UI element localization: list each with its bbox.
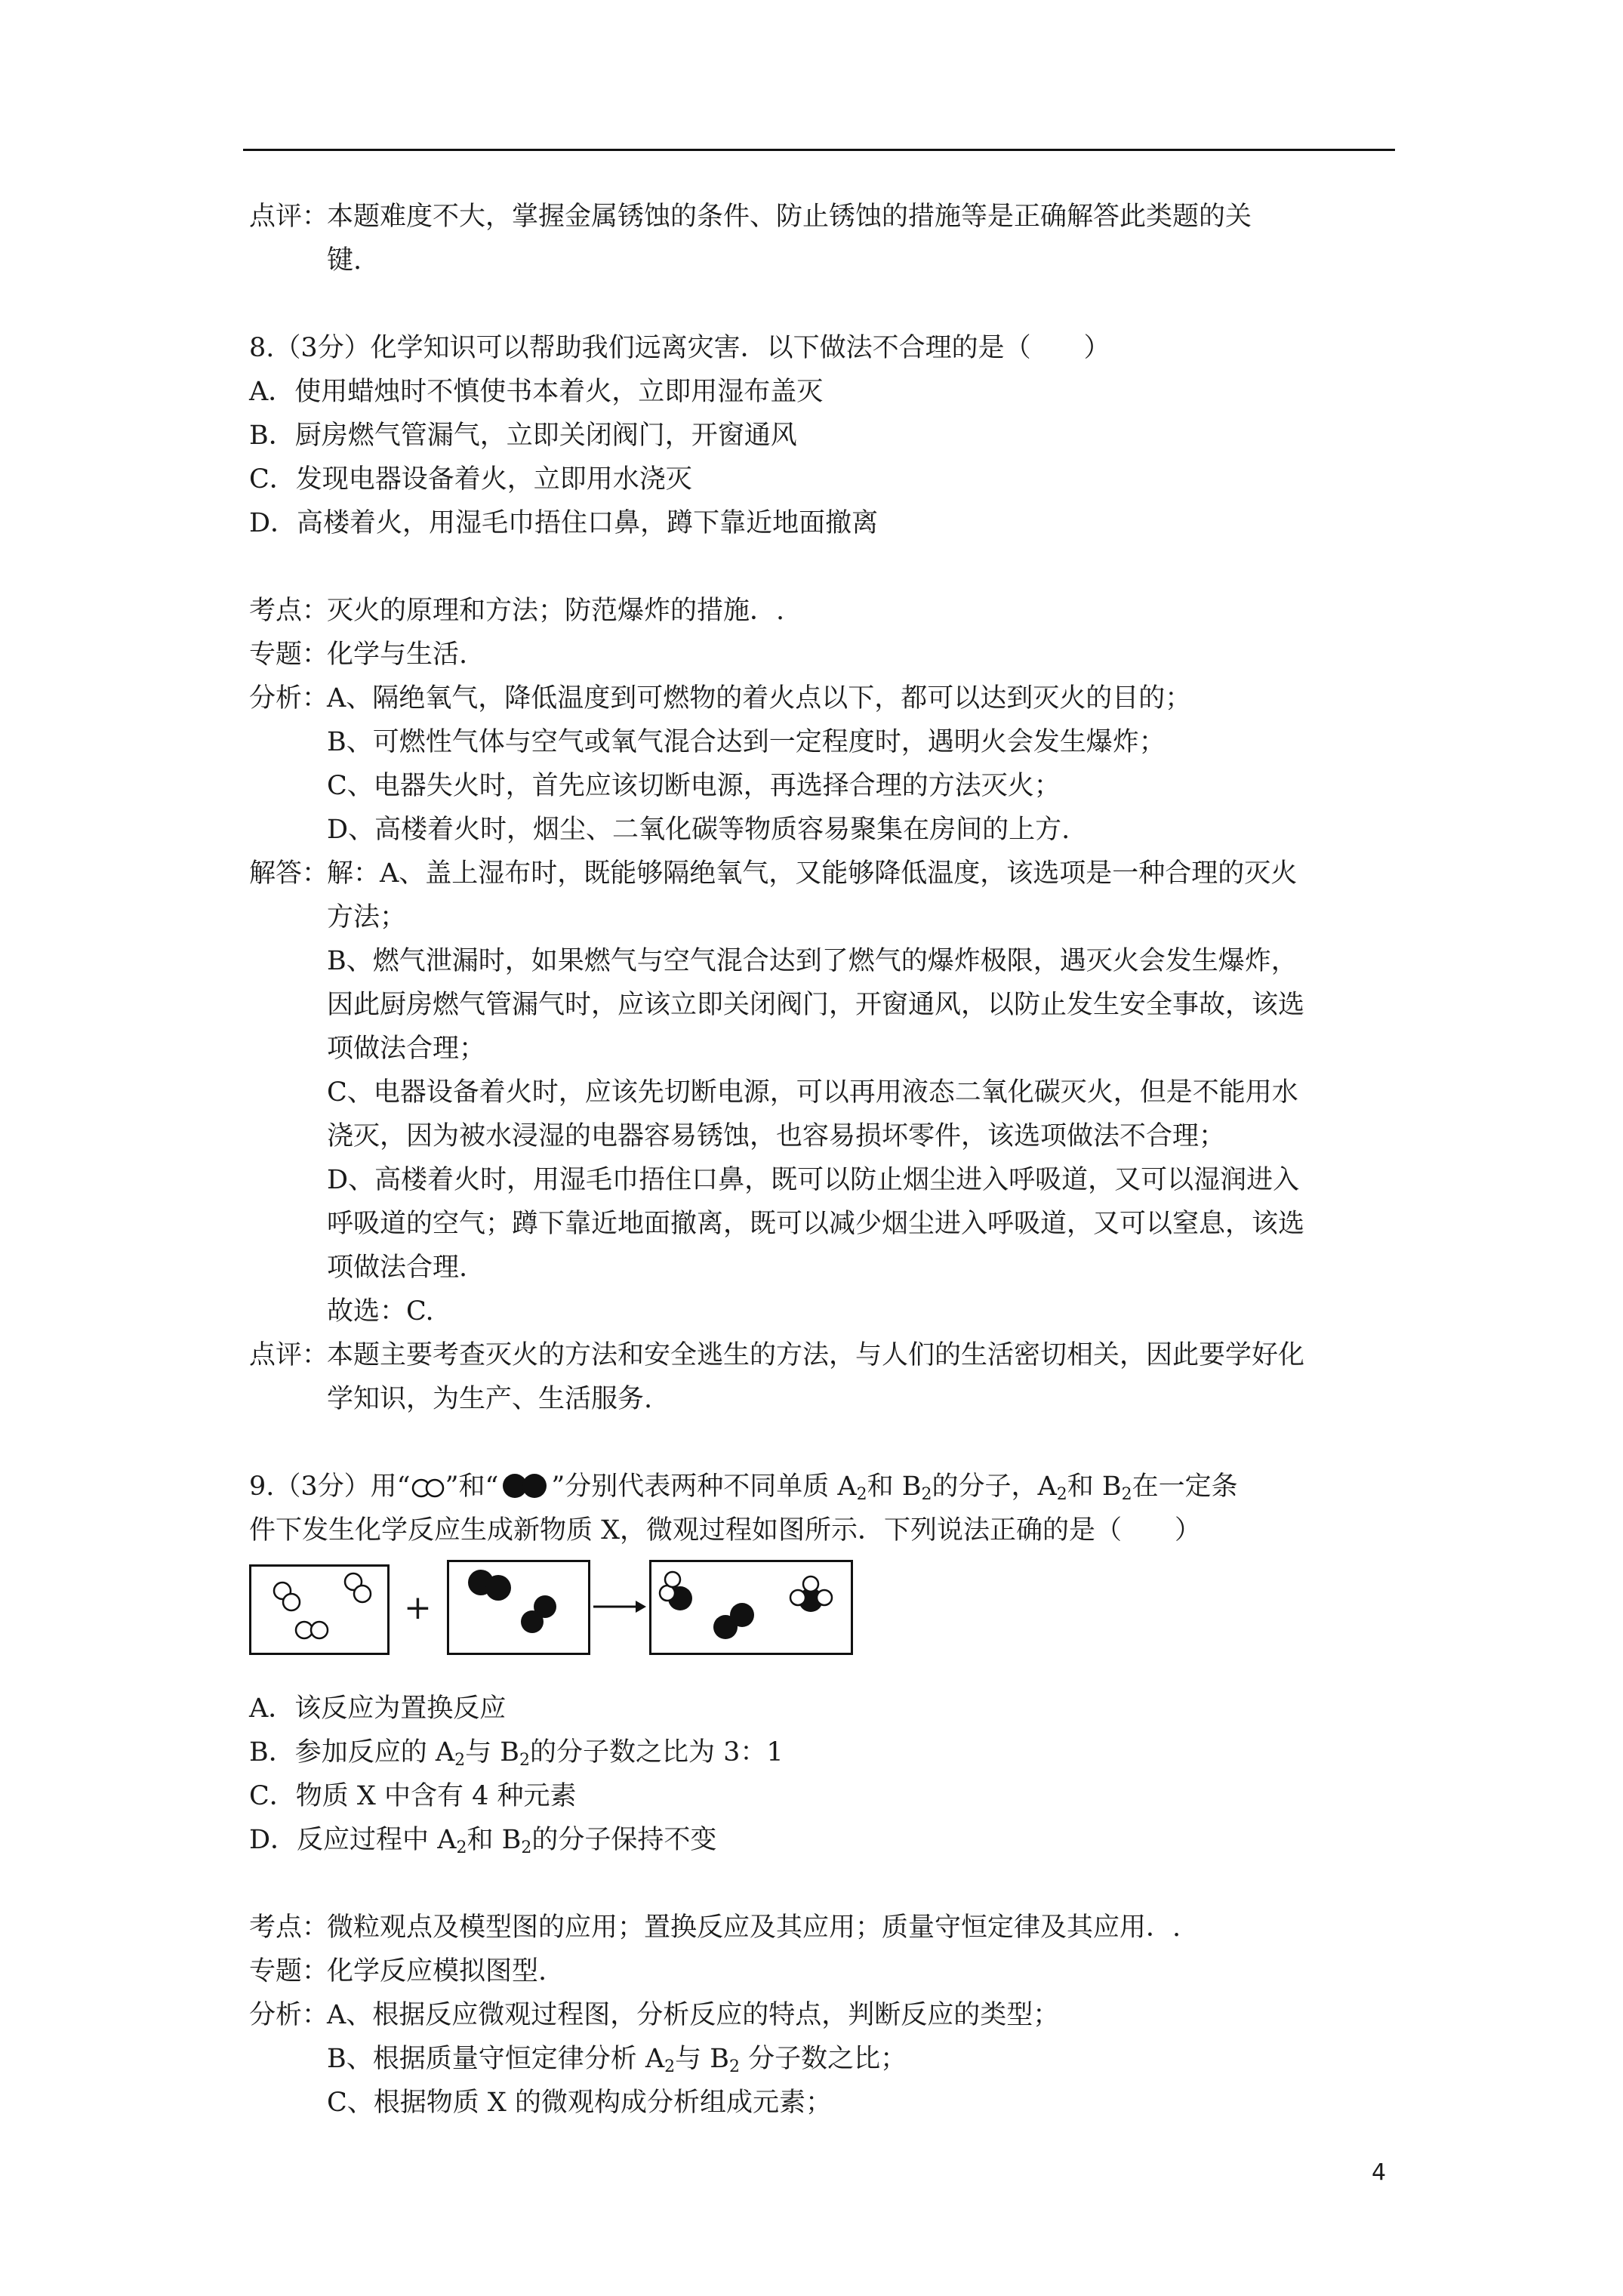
q8-answer: 故选：C. bbox=[327, 1296, 434, 1327]
a2-molecule-icon bbox=[411, 1477, 445, 1499]
prev-review-cont: 键. bbox=[327, 245, 362, 276]
q8-zhuanti: 专题： 化学与生活. bbox=[249, 639, 468, 670]
q8-jieda-line: 项做法合理； bbox=[327, 1034, 486, 1064]
q9-option-a: A．该反应为置换反应 bbox=[249, 1693, 507, 1724]
q8-dianping-cont: 学知识，为生产、生活服务. bbox=[327, 1384, 653, 1414]
document-body bbox=[249, 195, 1397, 2125]
q9-fenxi-c: C、根据物质 X 的微观构成分析组成元素； bbox=[327, 2088, 832, 2118]
q8-jieda-line: 方法； bbox=[327, 902, 407, 932]
product-molecules bbox=[651, 1562, 851, 1653]
product-box bbox=[649, 1560, 853, 1655]
q9-zhuanti: 专题： 化学反应模拟图型. bbox=[249, 1956, 547, 1986]
q8-jieda-line: C、电器设备着火时，应该先切断电源，可以再用液态二氧化碳灭火，但是不能用水 bbox=[327, 1077, 1298, 1108]
plus-sign: + bbox=[404, 1589, 432, 1627]
q8-fenxi-d: D、高楼着火时，烟尘、二氧化碳等物质容易聚集在房间的上方. bbox=[327, 815, 1070, 845]
q9-kaodian: 考点： 微粒观点及模型图的应用；置换反应及其应用；质量守恒定律及其应用．. bbox=[249, 1912, 1181, 1943]
q8-jieda-line: 因此厨房燃气管漏气时，应该立即关闭阀门，开窗通风，以防止发生安全事故，该选 bbox=[327, 990, 1305, 1020]
q8-option-c: C．发现电器设备着火，立即用水浇灭 bbox=[249, 464, 692, 495]
q9-fenxi: 分析： A、根据反应微观过程图，分析反应的特点，判断反应的类型； bbox=[249, 2000, 1060, 2030]
b2-molecule-icon bbox=[498, 1472, 551, 1499]
arrow-icon bbox=[593, 1599, 646, 1614]
q8-jieda-line: D、高楼着火时，用湿毛巾捂住口鼻，既可以防止烟尘进入呼吸道，又可以湿润进入 bbox=[327, 1165, 1300, 1195]
header-rule bbox=[243, 149, 1395, 151]
q8-option-d: D．高楼着火，用湿毛巾捂住口鼻，蹲下靠近地面撤离 bbox=[249, 508, 879, 538]
a2-molecules bbox=[251, 1567, 387, 1653]
prev-review: 点评： 本题难度不大，掌握金属锈蚀的条件、防止锈蚀的措施等是正确解答此类题的关 bbox=[249, 202, 1252, 232]
q8-jieda-line: B、燃气泄漏时，如果燃气与空气混合达到了燃气的爆炸极限，遇灭火会发生爆炸， bbox=[327, 946, 1298, 976]
q9-option-b: B．参加反应的 $A_2$与 $B_2$的分子数之比为 3：1 bbox=[249, 1737, 784, 1770]
q8-option-b: B．厨房燃气管漏气，立即关闭阀门，开窗通风 bbox=[249, 421, 797, 451]
q8-fenxi-b: B、可燃性气体与空气或氧气混合达到一定程度时，遇明火会发生爆炸； bbox=[327, 727, 1166, 757]
q8-jieda-line: 浇灭，因为被水浸湿的电器容易锈蚀，也容易损坏零件，该选项做法不合理； bbox=[327, 1121, 1226, 1151]
b2-molecules bbox=[449, 1562, 588, 1653]
q8-stem: 8.（3分）化学知识可以帮助我们远离灾害．以下做法不合理的是（ ） bbox=[249, 333, 1110, 363]
q8-fenxi: 分析： A、隔绝氧气，降低温度到可燃物的着火点以下，都可以达到灭火的目的； bbox=[249, 683, 1192, 713]
q9-fenxi-b: B、根据质量守恒定律分析 $A_2$与 $B_2$ 分子数之比； bbox=[327, 2044, 907, 2076]
page-number: 4 bbox=[1372, 2159, 1387, 2186]
q9-option-c: C．物质 X 中含有 4 种元素 bbox=[249, 1781, 577, 1811]
q8-option-a: A．使用蜡烛时不慎使书本着火，立即用湿布盖灭 bbox=[249, 377, 824, 407]
reaction-diagram bbox=[249, 1560, 1397, 1673]
q9-stem: 9.（3分）用“ ”和“ ”分别代表两种不同单质 $A_2$和 $B_2$的分子，$A_2$和 $B_2$在一定条 bbox=[249, 1472, 1238, 1504]
q9-stem-cont: 件下发生化学反应生成新物质 X，微观过程如图所示．下列说法正确的是（ ） bbox=[249, 1515, 1202, 1546]
q8-jieda: 解答： 解：A、盖上湿布时，既能够隔绝氧气，又能够降低温度，该选项是一种合理的灭火 bbox=[249, 858, 1298, 889]
q8-kaodian: 考点： 灭火的原理和方法；防范爆炸的措施．. bbox=[249, 596, 785, 626]
q8-dianping: 点评： 本题主要考查灭火的方法和安全逃生的方法，与人们的生活密切相关，因此要学好化 bbox=[249, 1340, 1305, 1370]
reactant-a2-box bbox=[249, 1564, 390, 1655]
q9-option-d: D．反应过程中 $A_2$和 $B_2$的分子保持不变 bbox=[249, 1825, 717, 1857]
q8-jieda-line: 呼吸道的空气；蹲下靠近地面撤离，既可以减少烟尘进入呼吸道，又可以窒息，该选 bbox=[327, 1209, 1305, 1239]
reactant-b2-box bbox=[447, 1560, 590, 1655]
q8-fenxi-c: C、电器失火时，首先应该切断电源，再选择合理的方法灭火； bbox=[327, 771, 1061, 801]
q8-jieda-line: 项做法合理. bbox=[327, 1253, 468, 1283]
